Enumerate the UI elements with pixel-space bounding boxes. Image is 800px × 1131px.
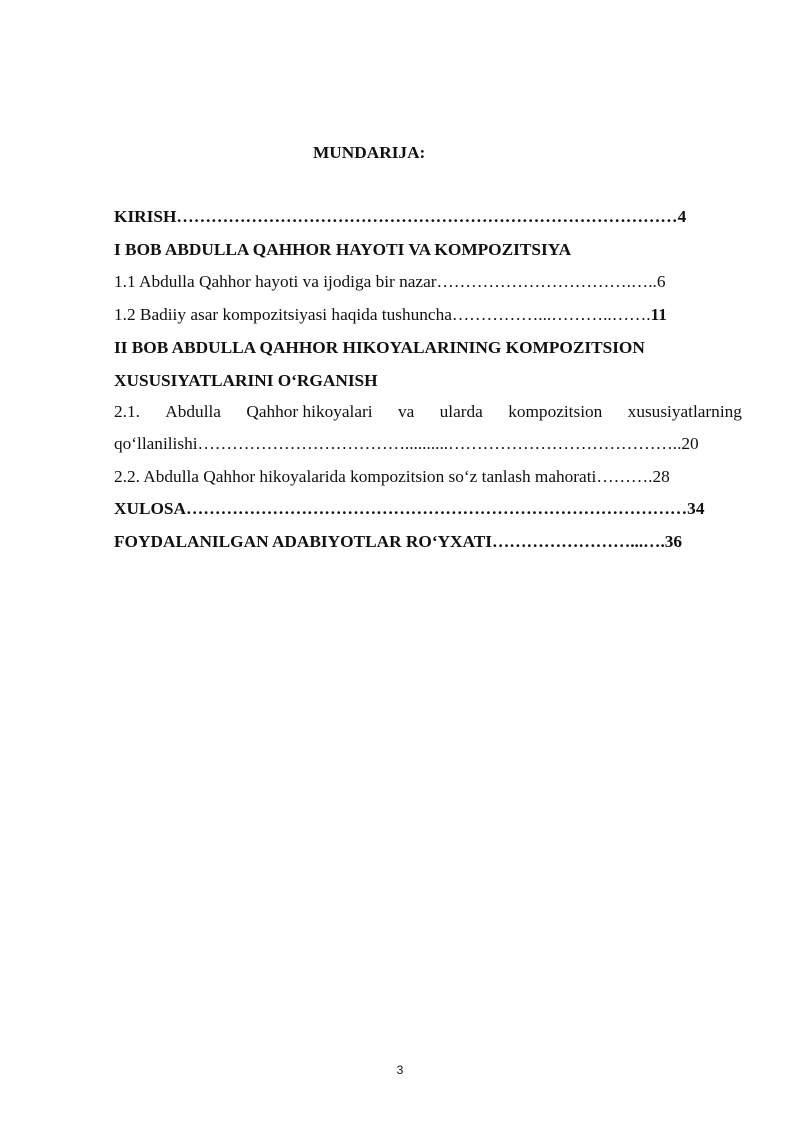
toc-entry-1-2-page: 11 xyxy=(650,305,667,324)
toc-chapter-2-line-2: XUSUSIYATLARINI O‘RGANISH xyxy=(114,371,378,390)
toc-chapter-1: I BOB ABDULLA QAHHOR HAYOTI VA KOMPOZITSIYA xyxy=(114,240,572,259)
toc-word: va xyxy=(397,402,415,421)
toc-entry-2-1-line-2: qo‘llanilishi………………………………..........…………………………………..20 xyxy=(114,434,699,453)
toc-word: Abdulla xyxy=(165,402,221,421)
toc-entry-2-1-line-1 xyxy=(114,401,742,423)
toc-entry-1-2 xyxy=(114,304,667,326)
toc-entry-2-2: 2.2. Abdulla Qahhor hikoyalarida kompozitsion so‘z tanlash mahorati……….28 xyxy=(114,467,670,486)
toc-entry-1-2-text: 1.2 Badiiy asar kompozitsiyasi haqida tushuncha……………...………..……. xyxy=(114,305,651,324)
toc-word: 2.1. xyxy=(114,402,140,421)
toc-entry-1-1: 1.1 Abdulla Qahhor hayoti va ijodiga bir nazar…………………………….…..6 xyxy=(114,272,666,291)
toc-word: ularda xyxy=(439,402,483,421)
toc-entry-xulosa: XULOSA……………………………………………………………………………34 xyxy=(114,499,705,518)
toc-word: Qahhor hikoyalari xyxy=(246,402,373,421)
toc-entry-kirish: KIRISH……………………………………………………………………………4 xyxy=(114,207,687,226)
toc-word: xususiyatlarning xyxy=(627,402,742,421)
page-number: 3 xyxy=(396,1063,404,1077)
toc-title: MUNDARIJA: xyxy=(313,143,426,162)
toc-word: kompozitsion xyxy=(508,402,603,421)
toc-chapter-2-line-1: II BOB ABDULLA QAHHOR HIKOYALARINING KOMPOZITSION xyxy=(114,338,645,357)
toc-entry-bibliography: FOYDALANILGAN ADABIYOTLAR RO‘YXATI……………………...….36 xyxy=(114,532,683,551)
